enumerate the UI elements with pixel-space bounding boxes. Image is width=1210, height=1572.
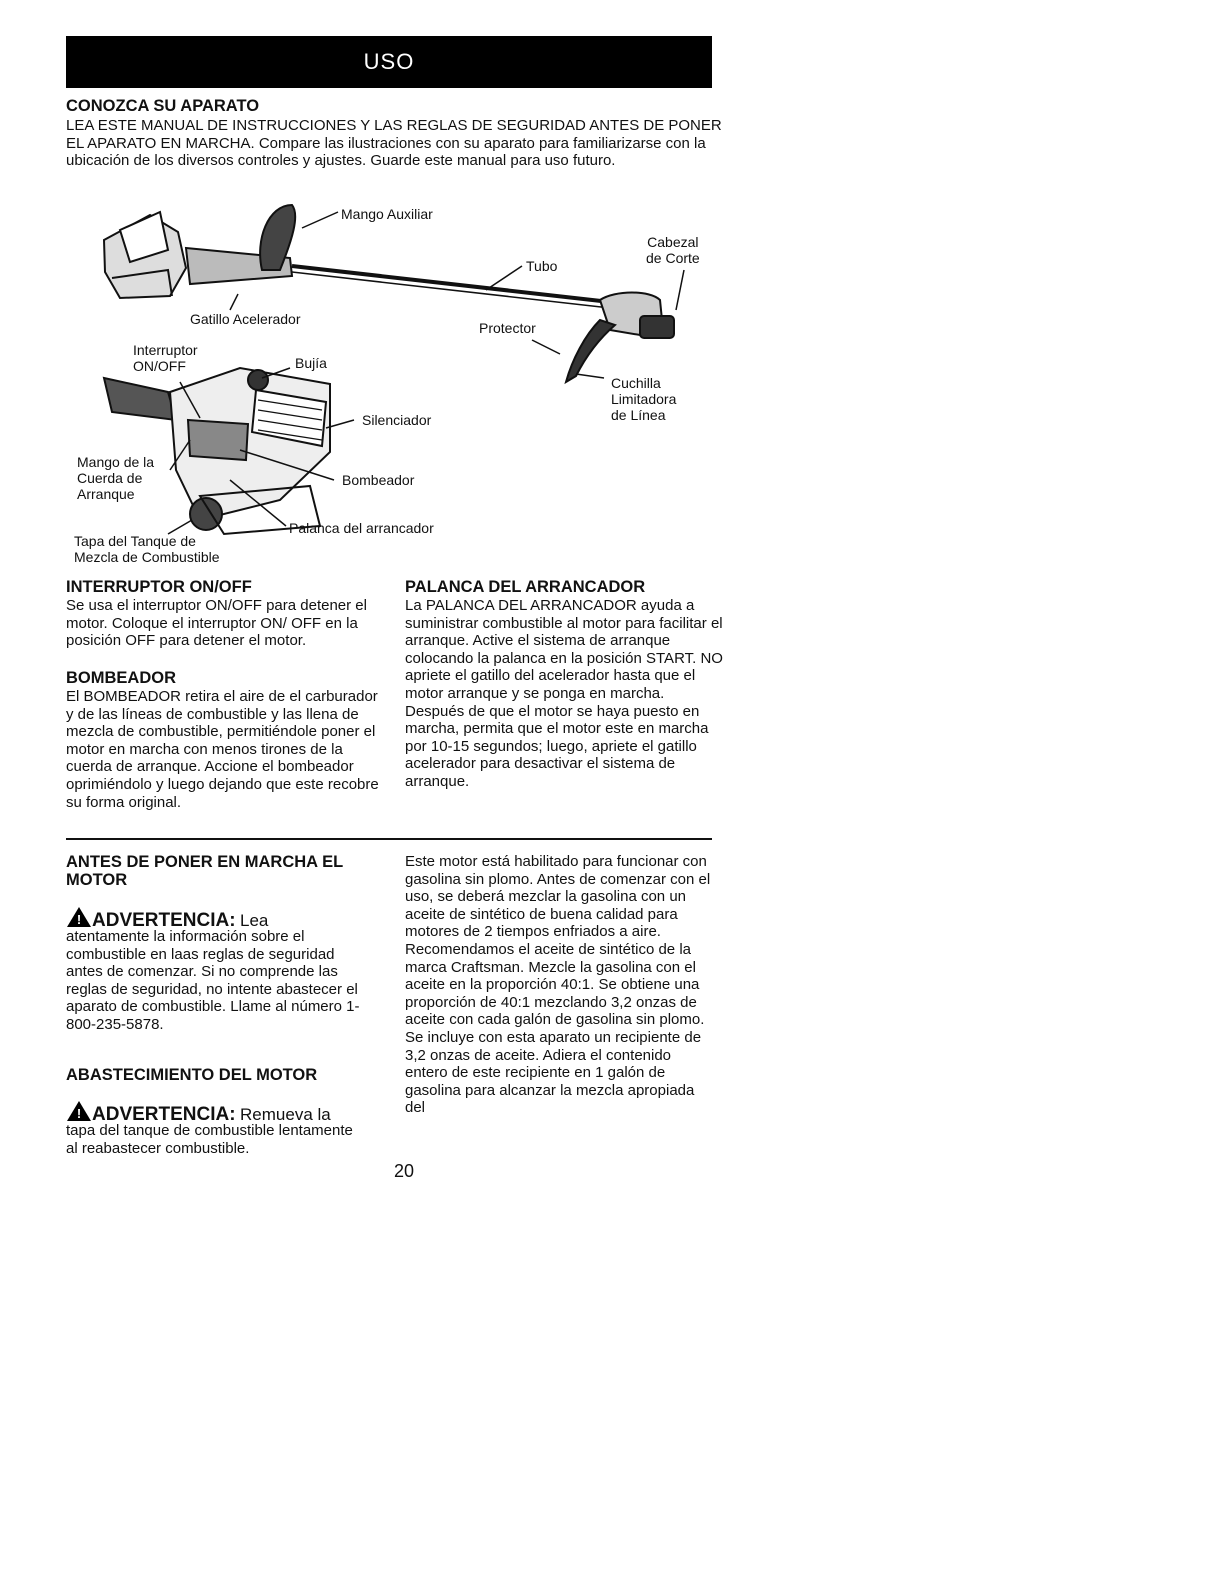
palanca-body: La PALANCA DEL ARRANCADOR ayuda a suministrar combustible al motor para facilitar el arranque. Active el sistema de arranque colocando la palanca en la posición START. NO apriete el gatillo del acelerador hasta que el motor arranque y se ponga en marcha. Después de que el motor se haya puesto en marcha, permita que el motor este en marcha por 10-15 segundos; luego, apriete el gatillo acelerador para desactivar el sistema de arranque. <box>405 597 723 790</box>
abastecimiento-body: tapa del tanque de combustible lentamente al reabastecer combustible. <box>66 1122 353 1157</box>
antes-body: atentamente la información sobre el combustible en laas reglas de seguridad antes de comenzar. Si no comprende las reglas de seguridad, no intente abastecer el aparato de combustible. Llame al número 1-800-235-5878. <box>66 928 360 1033</box>
interruptor-heading: INTERRUPTOR ON/OFF <box>66 578 252 596</box>
antes-heading: ANTES DE PONER EN MARCHA EL MOTOR <box>66 853 343 889</box>
section-title: USO <box>363 49 415 74</box>
label-silenciador: Silenciador <box>362 412 432 428</box>
fuel-mixing-body: Este motor está habilitado para funcionar con gasolina sin plomo. Antes de comenzar con el uso, se deberá mezclar la gasolina con un aceite de sintético de buena calidad para motores de 2 tiempos enfriados a aire. Recomendamos el aceite de sintético de la marca Craftsman. Mezcle la gasolina con el aceite en la proporción 40:1. Se obtiene una proporción de 40:1 mezclando 3,2 onzas de aceite con cada galón de gasolina sin plomo. Se incluye con esta aparato un recipiente de 3,2 onzas de aceite. Adiera el contenido entero de este recipiente en 1 galón de gasolina para alcanzar la mezcla apropiada del <box>405 853 711 1117</box>
bombeador-body: El BOMBEADOR retira el aire de el carburador y de las líneas de combustible y las llena de mezcla de combustible, permitiéndole poner el motor en marcha con menos tirones de la cuerda de arranque. Accione el bombeador oprimiéndolo y luego dejando que este recobre su forma original. <box>66 688 379 811</box>
section-divider <box>66 838 712 840</box>
label-tapa: Tapa del Tanque de Mezcla de Combustible <box>74 533 220 565</box>
label-gatillo: Gatillo Acelerador <box>190 311 301 327</box>
abastecimiento-warning-tail: Remueva la <box>240 1105 331 1124</box>
warning-icon <box>66 906 92 928</box>
page-number: 20 <box>394 1161 415 1181</box>
svg-text:!: ! <box>76 912 82 927</box>
label-mango-auxiliar: Mango Auxiliar <box>341 206 433 222</box>
label-cuchilla: Cuchilla Limitadora de Línea <box>611 375 677 423</box>
antes-warning-tail: Lea <box>240 911 269 930</box>
know-body: LEA ESTE MANUAL DE INSTRUCCIONES Y LAS REGLAS DE SEGURIDAD ANTES DE PONER EL APARATO EN MARCHA. Compare las ilustraciones con su aparato para familiarizarse con la ubicación de los diversos controles y ajustes. Guarde este manual para uso futuro. <box>66 117 722 170</box>
antes-warning-word: ADVERTENCIA: <box>92 910 236 931</box>
warning-icon <box>66 1100 92 1122</box>
svg-text:!: ! <box>76 1106 82 1121</box>
interruptor-body: Se usa el interruptor ON/OFF para detener el motor. Coloque el interruptor ON/ OFF en la posición OFF para detener el motor. <box>66 597 367 650</box>
label-tubo: Tubo <box>526 258 558 274</box>
trimmer-diagram <box>0 0 1210 580</box>
label-palanca: Palanca del arrancador <box>289 520 434 536</box>
label-mango-cuerda: Mango de la Cuerda de Arranque <box>77 454 155 502</box>
label-cabezal: Cabezal de Corte <box>646 234 700 266</box>
abastecimiento-warning-word: ADVERTENCIA: <box>92 1104 236 1125</box>
label-bujia: Bujía <box>295 355 327 371</box>
bombeador-heading: BOMBEADOR <box>66 669 176 687</box>
label-protector: Protector <box>479 320 536 336</box>
label-interruptor: Interruptor ON/OFF <box>133 342 198 374</box>
know-heading: CONOZCA SU APARATO <box>66 97 260 115</box>
label-bombeador: Bombeador <box>342 472 415 488</box>
abastecimiento-heading: ABASTECIMIENTO DEL MOTOR <box>66 1066 318 1084</box>
palanca-heading: PALANCA DEL ARRANCADOR <box>405 578 646 596</box>
